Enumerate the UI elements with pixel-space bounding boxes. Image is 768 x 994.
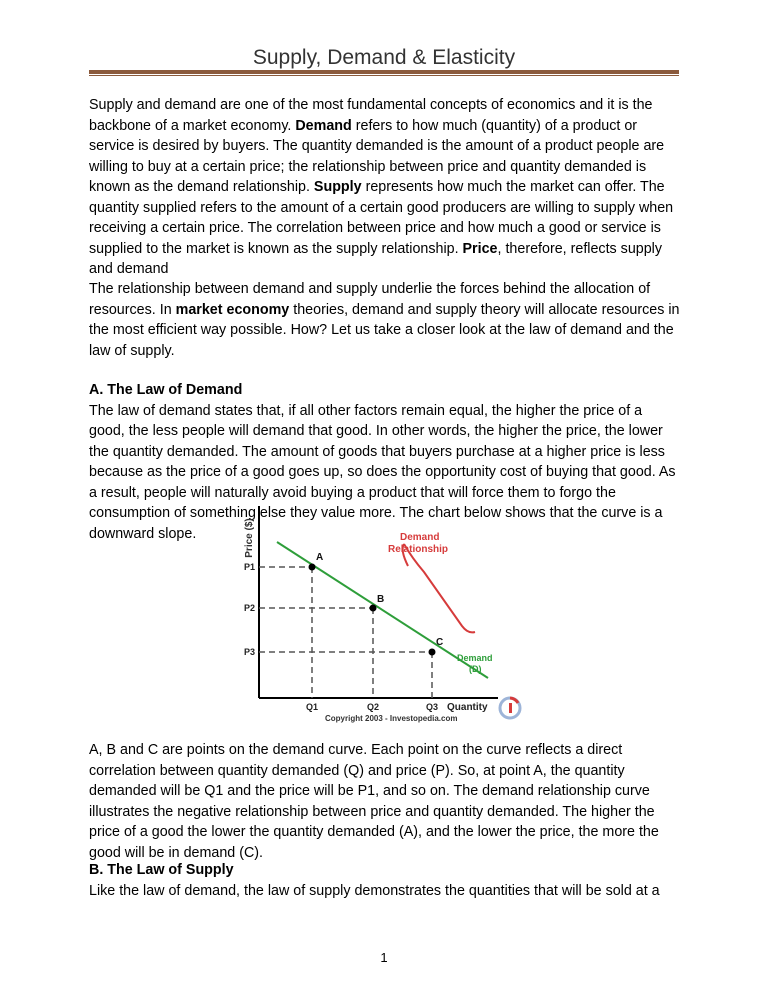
y-axis-label: Price ($) — [244, 518, 255, 558]
curve-label-line1: Demand — [457, 653, 493, 663]
point-a-marker — [309, 564, 316, 571]
point-a-label: A — [316, 552, 324, 563]
term-price: Price — [462, 240, 498, 257]
section-b-heading: B. The Law of Supply — [89, 862, 234, 878]
annotation-line2: Relationship — [388, 544, 449, 555]
investopedia-logo — [500, 698, 520, 718]
p3-label: P3 — [244, 647, 256, 657]
x-axis-label: Quantity — [447, 702, 488, 713]
q3-label: Q3 — [426, 702, 439, 712]
point-c-label: C — [436, 637, 444, 648]
demand-curve-figure — [230, 498, 525, 728]
point-b-label: B — [377, 594, 385, 605]
term-demand: Demand — [295, 117, 352, 134]
term-market-economy: market economy — [175, 301, 290, 318]
q2-label: Q2 — [367, 702, 380, 712]
q1-label: Q1 — [306, 702, 319, 712]
section-a-text: The law of demand states that, if all other factors remain equal, the higher the price of a good, the less people will demand that good. In other words, the higher the price, the lower the quantity demanded. The amount of goods that buyers purchase at a higher price is less because as the price of a good goes up, so does the opportunity cost of buying that good. As a result, people will naturally avoid buying a product that will force them to forgo the consumption of something else they value more. The chart below shows that the curve is a downward slope. — [89, 402, 676, 542]
copyright-text: Copyright 2003 - Investopedia.com — [325, 714, 458, 723]
demand-relationship-brace — [403, 544, 475, 632]
page-number: 1 — [380, 950, 388, 965]
point-c-marker — [429, 649, 436, 656]
p1-label: P1 — [244, 562, 256, 572]
points-explanation-paragraph: A, B and C are points on the demand curve. Each point on the curve reflects a direct correlation between quantity demanded (Q) and price (P). So, at point A, the quantity demanded will be Q1 and the price will be P1, and so on. The demand relationship curve illustrates the negative relationship between price and quantity demanded. The higher the price of a good the lower the quantity demanded (A), and the lower the price, the more the good will be in demand (C). — [89, 742, 659, 861]
section-b — [89, 860, 681, 901]
allocation-paragraph: The relationship between demand and supply underlie the forces behind the allocation of resources. In market economy theories, demand and supply theory will allocate resources in the most efficient way possible. How? Let us take a closer look at the law of demand and the law of supply. — [89, 281, 680, 359]
annotation-line1: Demand — [400, 532, 440, 543]
term-supply: Supply — [313, 179, 362, 195]
p2-label: P2 — [244, 603, 256, 613]
section-a-heading: A. The Law of Demand — [89, 382, 243, 398]
header-rule — [89, 70, 679, 76]
section-b-text: Like the law of demand, the law of supply demonstrates the quantities that will be sold at a — [89, 882, 660, 899]
page-header-title: Supply, Demand & Elasticity — [252, 46, 516, 69]
demand-chart-svg — [230, 498, 525, 728]
intro-paragraph: Supply and demand are one of the most fundamental concepts of economics and it is the backbone of a market economy. Demand refers to how much (quantity) of a product or service is desired by buyers. The quantity demanded is the amount of a product people are willing to buy at a certain price; the relationship between price and quantity demanded is known as the demand relationship. Supply represents how much the market can offer. The quantity supplied refers to the amount of a certain good producers are willing to supply when receiving a certain price. The correlation between price and how much a good or service is supplied to the market is known as the supply relationship. Price, therefore, reflects supply and demand — [89, 97, 674, 277]
curve-label-line2: (D) — [469, 664, 482, 674]
point-b-marker — [370, 605, 377, 612]
